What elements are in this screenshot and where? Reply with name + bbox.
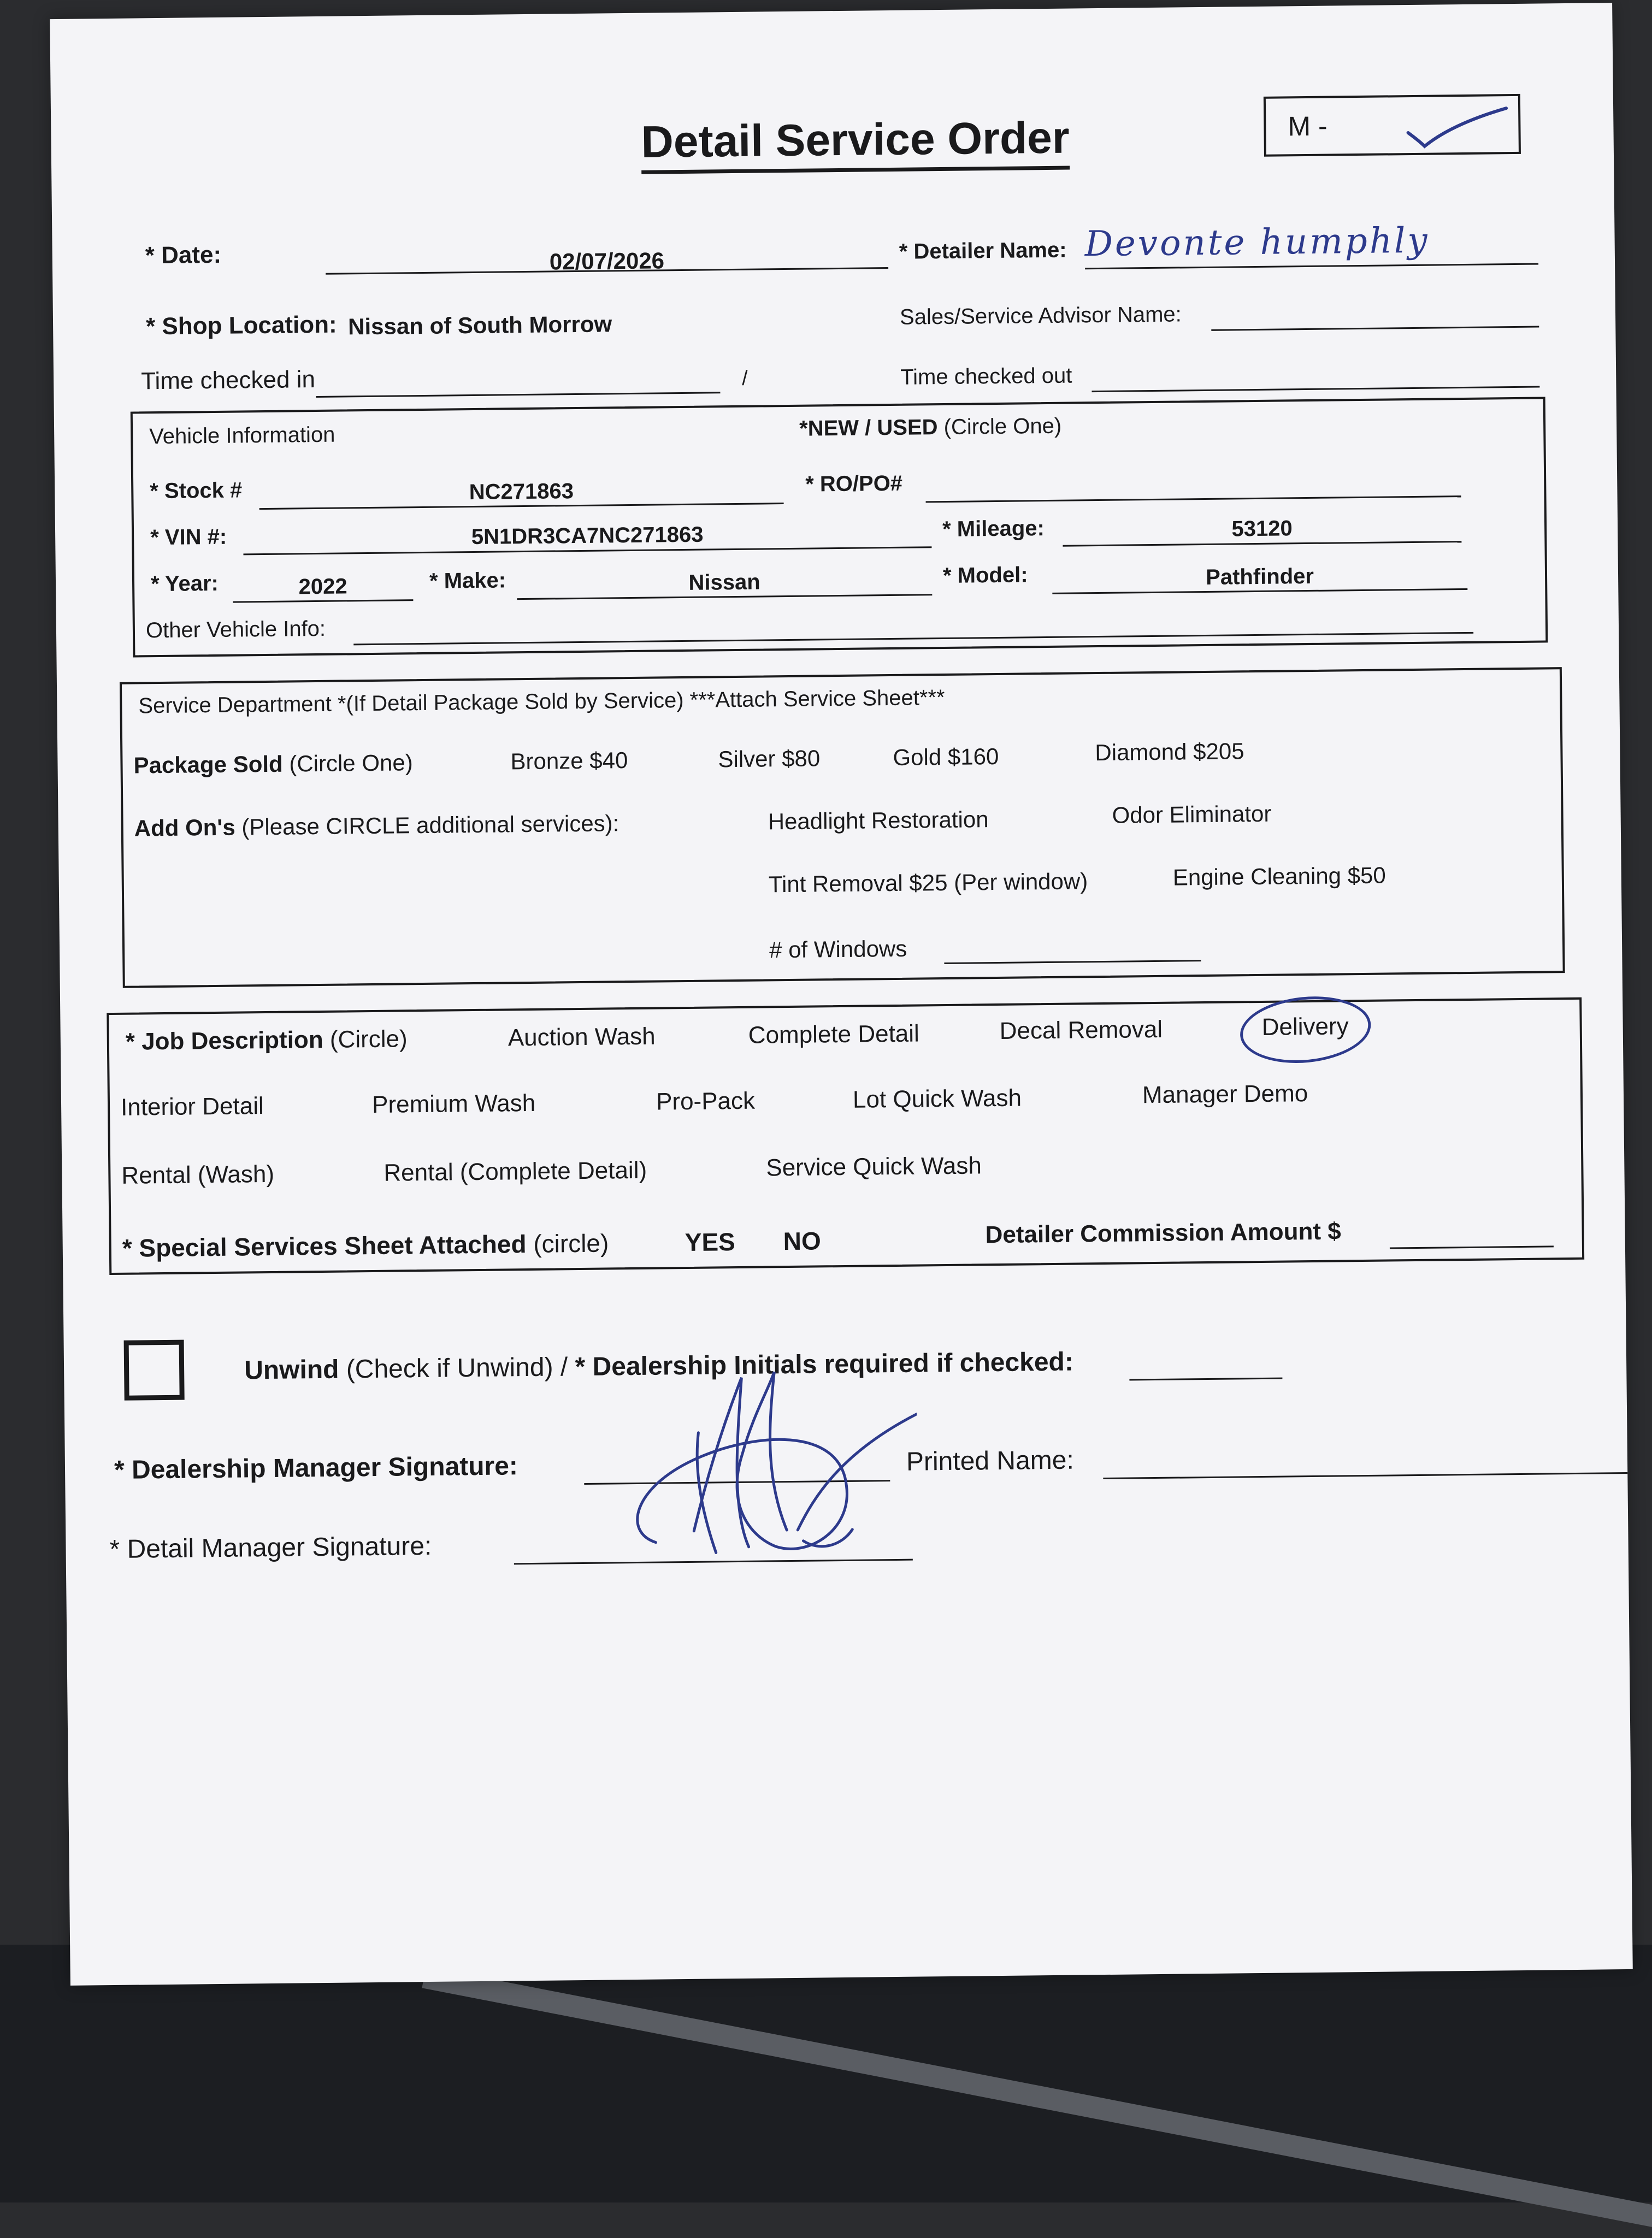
mileage-label: * Mileage:: [942, 516, 1045, 542]
job-complete-detail: Complete Detail: [748, 1020, 920, 1049]
job-rental-wash: Rental (Wash): [121, 1160, 275, 1189]
addons-instructions: (Please CIRCLE additional services):: [241, 810, 620, 840]
commission-label: Detailer Commission Amount $: [985, 1218, 1342, 1249]
service-header: Service Department *(If Detail Package Sold by Service) ***Attach Service Sheet***: [138, 685, 945, 718]
package-circle-one: (Circle One): [289, 749, 413, 777]
shop-label: * Shop Location:: [145, 311, 337, 340]
unwind-checkbox[interactable]: [124, 1340, 185, 1401]
detailer-name-handwritten: Devonte humphly: [1084, 220, 1430, 265]
make-label: * Make:: [429, 568, 506, 593]
date-label: * Date:: [145, 241, 222, 269]
time-separator: /: [741, 367, 748, 390]
other-info-label: Other Vehicle Info:: [145, 616, 326, 643]
job-decal-removal: Decal Removal: [999, 1015, 1163, 1044]
year-label: * Year:: [150, 571, 219, 597]
year-line: [233, 599, 413, 603]
job-label: * Job Description: [125, 1026, 323, 1055]
vin-value: 5N1DR3CA7NC271863: [471, 522, 704, 550]
service-department-box: [120, 667, 1565, 988]
job-lot-quick-wash: Lot Quick Wash: [852, 1084, 1022, 1113]
addon-tint-removal: Tint Removal $25 (Per window): [768, 868, 1088, 897]
stock-label: * Stock #: [150, 478, 243, 504]
job-rental-complete: Rental (Complete Detail): [384, 1156, 647, 1186]
special-yes: YES: [685, 1227, 736, 1257]
addon-odor: Odor Eliminator: [1112, 800, 1272, 828]
advisor-label: Sales/Service Advisor Name:: [899, 302, 1182, 329]
job-field: [126, 1025, 408, 1055]
initials-line: [1129, 1378, 1282, 1381]
detailer-line: [1085, 263, 1538, 270]
delivery-circled-mark: [1237, 991, 1374, 1069]
other-info-line: [353, 632, 1473, 645]
date-value: 02/07/2026: [549, 247, 665, 275]
windows-label: # of Windows: [769, 935, 907, 963]
job-delivery: Delivery: [1261, 1013, 1349, 1041]
time-in-line: [316, 392, 720, 398]
package-silver: Silver $80: [718, 745, 821, 772]
job-service-quick-wash: Service Quick Wash: [766, 1152, 982, 1182]
package-label: Package Sold: [133, 751, 283, 778]
vehicle-info-header: Vehicle Information: [149, 422, 335, 449]
vin-label: * VIN #:: [150, 524, 227, 550]
package-bronze: Bronze $40: [510, 747, 628, 775]
commission-line: [1390, 1245, 1554, 1249]
detailer-label: * Detailer Name:: [899, 238, 1067, 264]
job-interior-detail: Interior Detail: [120, 1093, 264, 1121]
time-in-label: Time checked in: [140, 366, 316, 395]
package-diamond: Diamond $205: [1095, 738, 1244, 766]
job-circle: (Circle): [329, 1025, 408, 1053]
package-field: [133, 749, 413, 778]
job-premium-wash: Premium Wash: [371, 1089, 536, 1119]
printed-name-line: [1103, 1472, 1627, 1479]
package-gold: Gold $160: [893, 743, 999, 770]
job-manager-demo: Manager Demo: [1142, 1080, 1308, 1109]
unwind-instructions: (Check if Unwind) /: [346, 1353, 568, 1384]
advisor-line: [1211, 326, 1539, 331]
service-order-sheet: [50, 3, 1633, 1986]
addons-field: [134, 810, 619, 841]
special-no: NO: [783, 1226, 821, 1256]
model-value: Pathfinder: [1205, 564, 1314, 589]
special-services-label: * Special Services Sheet Attached: [122, 1230, 527, 1262]
windows-line: [944, 960, 1201, 964]
job-pro-pack: Pro-Pack: [656, 1087, 756, 1115]
year-value: 2022: [298, 574, 347, 599]
make-value: Nissan: [688, 570, 760, 595]
vehicle-info-box: [131, 397, 1548, 657]
ro-label: * RO/PO#: [805, 471, 903, 497]
printed-name-label: Printed Name:: [906, 1445, 1075, 1477]
form-title: Detail Service Order: [641, 113, 1070, 174]
stock-value: NC271863: [469, 479, 574, 505]
shop-value: Nissan of South Morrow: [347, 311, 612, 340]
special-services-field: [122, 1228, 609, 1262]
addons-label: Add On's: [134, 814, 235, 841]
mileage-value: 53120: [1231, 516, 1293, 541]
new-used-circle-one: (Circle One): [943, 414, 1062, 439]
initials-label: * Dealership Initials required if checked:: [575, 1347, 1074, 1382]
detail-manager-sig-label: * Detail Manager Signature:: [109, 1531, 432, 1564]
new-used-label: *NEW / USED: [799, 415, 938, 441]
new-used-field: [799, 414, 1062, 441]
time-out-line: [1092, 386, 1539, 393]
m-number-box: [1264, 94, 1521, 157]
m-number-label: M -: [1288, 110, 1328, 142]
time-out-label: Time checked out: [900, 363, 1072, 389]
dealership-manager-sig-label: * Dealership Manager Signature:: [114, 1451, 518, 1485]
signature-scribble-icon: [610, 1365, 918, 1587]
model-label: * Model:: [942, 563, 1028, 588]
job-description-box: [107, 997, 1584, 1275]
addon-engine-cleaning: Engine Cleaning $50: [1172, 862, 1386, 890]
special-services-circle: (circle): [533, 1229, 609, 1258]
checkmark-icon: [1402, 102, 1512, 152]
unwind-label: Unwind: [244, 1355, 339, 1385]
job-auction-wash: Auction Wash: [508, 1023, 656, 1052]
ro-line: [926, 495, 1461, 503]
addon-headlight: Headlight Restoration: [768, 806, 989, 835]
